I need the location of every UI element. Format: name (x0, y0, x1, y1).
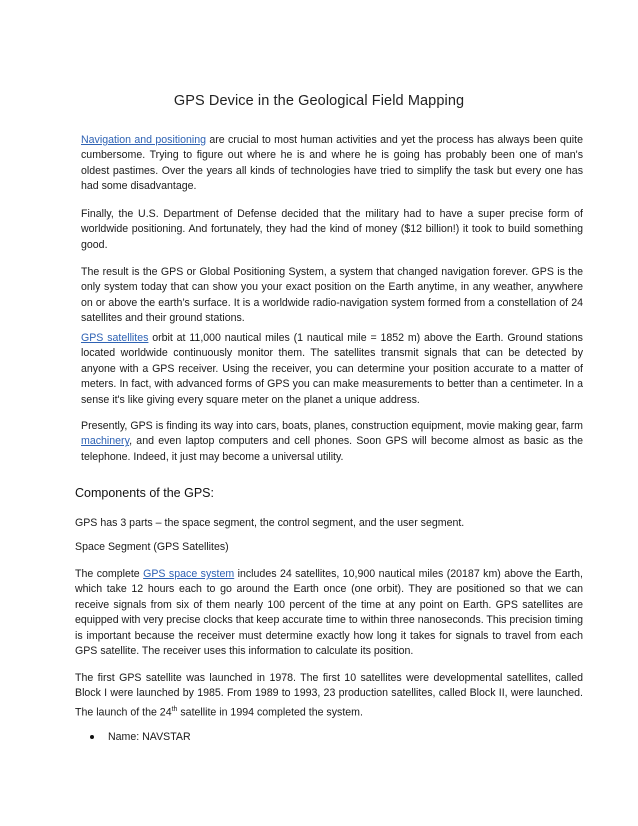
link-navigation-positioning[interactable]: Navigation and positioning (81, 134, 207, 146)
line-space-segment: Space Segment (GPS Satellites) (75, 541, 229, 553)
paragraph-text: The first GPS satellite was launched in 1978. The first 10 satellites were developmental satellites, called Block I were launched by 1985. From 1989 to 1993, 23 production satellites, called Block II, were launched. The launch of the 24 (75, 672, 583, 719)
paragraph-gps-result: The result is the GPS or Global Positioning System, a system that changed navigation forever. GPS is the only system today that can show you your exact position on the Earth anytime, in any weather, anywhere on or above the earth’s surface. It is a worldwide radio-navigation system formed from a constellation of 24 satellites and their ground stations. (81, 266, 583, 325)
paragraph-defense: Finally, the U.S. Department of Defense decided that the military had to have a super precise form of worldwide positioning. And fortunately, they had the kind of money ($12 billion!) it took to build something good. (81, 208, 583, 251)
paragraph-text: Presently, GPS is finding its way into cars, boats, planes, construction equipment, movie making gear, farm (81, 420, 583, 432)
link-gps-space-system[interactable]: GPS space system (143, 568, 235, 580)
bullet-list (90, 731, 191, 743)
paragraph-satellites (81, 331, 583, 408)
paragraph-text: orbit at 11,000 nautical miles (1 nautical mile = 1852 m) above the Earth. Ground stations located worldwide continuously monitor them. The satellites transmit signals that can be detected by anyone with a GPS receiver. Using the receiver, you can determine your position accurate to a matter of meters. In fact, with advanced forms of GPS you can make measurements to better than a centimeter. In a sense it's like giving every square meter on the planet a unique address. (81, 332, 583, 406)
paragraph-presently (81, 419, 583, 465)
paragraph-text: includes 24 satellites, 10,900 nautical miles (20187 km) above the Earth, which take 12 hours each to go around the Earth once (one orbit). They are positioned so that we can receive signals from six of them nearly 100 percent of the time at any point on Earth. GPS satellites are equipped with very precise clocks that keep accurate time to within three nanoseconds. This precision timing is important because the receiver must determine exactly how long it takes for signals to travel from each GPS satellite. The receiver uses this information to calculate its position. (75, 568, 583, 658)
link-machinery[interactable]: machinery (81, 435, 130, 448)
list-item (90, 731, 191, 743)
paragraph-text: The complete (75, 568, 144, 580)
list-item-text: Name: NAVSTAR (108, 731, 191, 743)
paragraph-text: satellite in 1994 completed the system. (177, 706, 363, 719)
paragraph-text: are crucial to most human activities and yet the process has always been quite cumbersome. Trying to figure out where he is and where he is going has probably been one of man's oldest pastimes. Over the years all kinds of technologies have tried to simplify the task but every one has had some disadvantage. (81, 134, 583, 193)
line-gps-parts: GPS has 3 parts – the space segment, the control segment, and the user segment. (75, 517, 465, 529)
section-heading-components: Components of the GPS: (75, 486, 214, 500)
paragraph-text: , and even laptop computers and cell phones. Soon GPS will become almost as basic as the telephone. Indeed, it just may become a universal utility. (81, 435, 583, 463)
paragraph-first-satellite (75, 671, 583, 721)
superscript-th: th (171, 705, 178, 713)
bullet-icon (90, 735, 94, 739)
page-title: GPS Device in the Geological Field Mapping (173, 93, 465, 109)
paragraph-space-system (75, 567, 583, 659)
link-gps-satellites[interactable]: GPS satellites (81, 332, 149, 344)
paragraph-navigation (81, 133, 583, 195)
